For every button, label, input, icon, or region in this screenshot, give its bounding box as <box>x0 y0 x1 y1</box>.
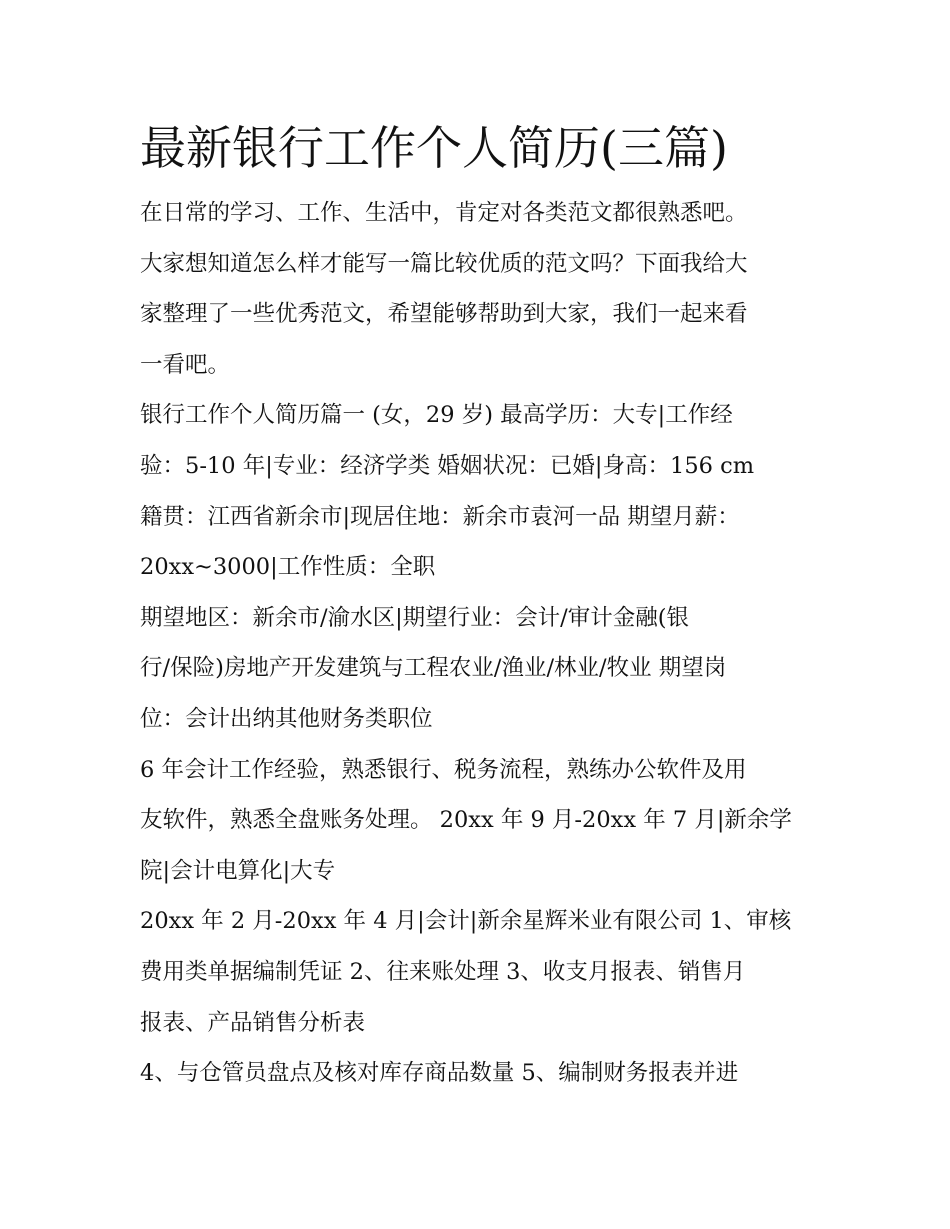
resume-basic-info-paragraph <box>140 390 820 592</box>
work-history-paragraph <box>140 896 820 1048</box>
experience-summary-paragraph <box>140 745 820 897</box>
text-line: 报表、产品销售分析表 <box>140 1009 366 1036</box>
text-line: 6 年会计工作经验，熟悉银行、税务流程，熟练办公软件及用 <box>140 756 747 783</box>
text-line: 友软件，熟悉全盘账务处理。 20xx 年 9 月-20xx 年 7 月|新余学 <box>140 807 792 834</box>
document-title: 最新银行工作个人简历(三篇) <box>140 121 728 175</box>
text-line: 银行工作个人简历篇一 (女，29 岁) 最高学历：大专|工作经 <box>140 402 733 429</box>
document-body <box>140 116 820 1099</box>
text-line: 20xx~3000|工作性质：全职 <box>140 554 436 581</box>
text-line: 费用类单据编制凭证 2、往来账处理 3、收支月报表、销售月 <box>140 958 746 985</box>
text-line: 验：5-10 年|专业：经济学类 婚姻状况：已婚|身高：156 cm <box>140 452 755 479</box>
text-line: 院|会计电算化|大专 <box>140 857 336 884</box>
duties-paragraph <box>140 1048 820 1099</box>
text-line: 籍贯：江西省新余市|现居住地：新余市袁河一品 期望月薪： <box>140 503 740 530</box>
text-line: 4、与仓管员盘点及核对库存商品数量 5、编制财务报表并进 <box>140 1060 739 1087</box>
text-line: 20xx 年 2 月-20xx 年 4 月|会计|新余星辉米业有限公司 1、审核 <box>140 908 792 935</box>
text-line: 位：会计出纳其他财务类职位 <box>140 705 433 732</box>
intro-paragraph <box>140 188 820 390</box>
text-line: 一看吧。 <box>140 351 231 378</box>
job-expectation-paragraph <box>140 593 820 745</box>
text-line: 期望地区：新余市/渝水区|期望行业：会计/审计金融(银 <box>140 604 690 631</box>
text-line: 家整理了一些优秀范文，希望能够帮助到大家，我们一起来看 <box>140 301 748 328</box>
text-line: 行/保险)房地产开发建筑与工程农业/渔业/林业/牧业 期望岗 <box>140 655 727 682</box>
text-line: 在日常的学习、工作、生活中，肯定对各类范文都很熟悉吧。 <box>140 200 748 226</box>
text-line: 大家想知道怎么样才能写一篇比较优质的范文吗？下面我给大 <box>140 250 748 277</box>
